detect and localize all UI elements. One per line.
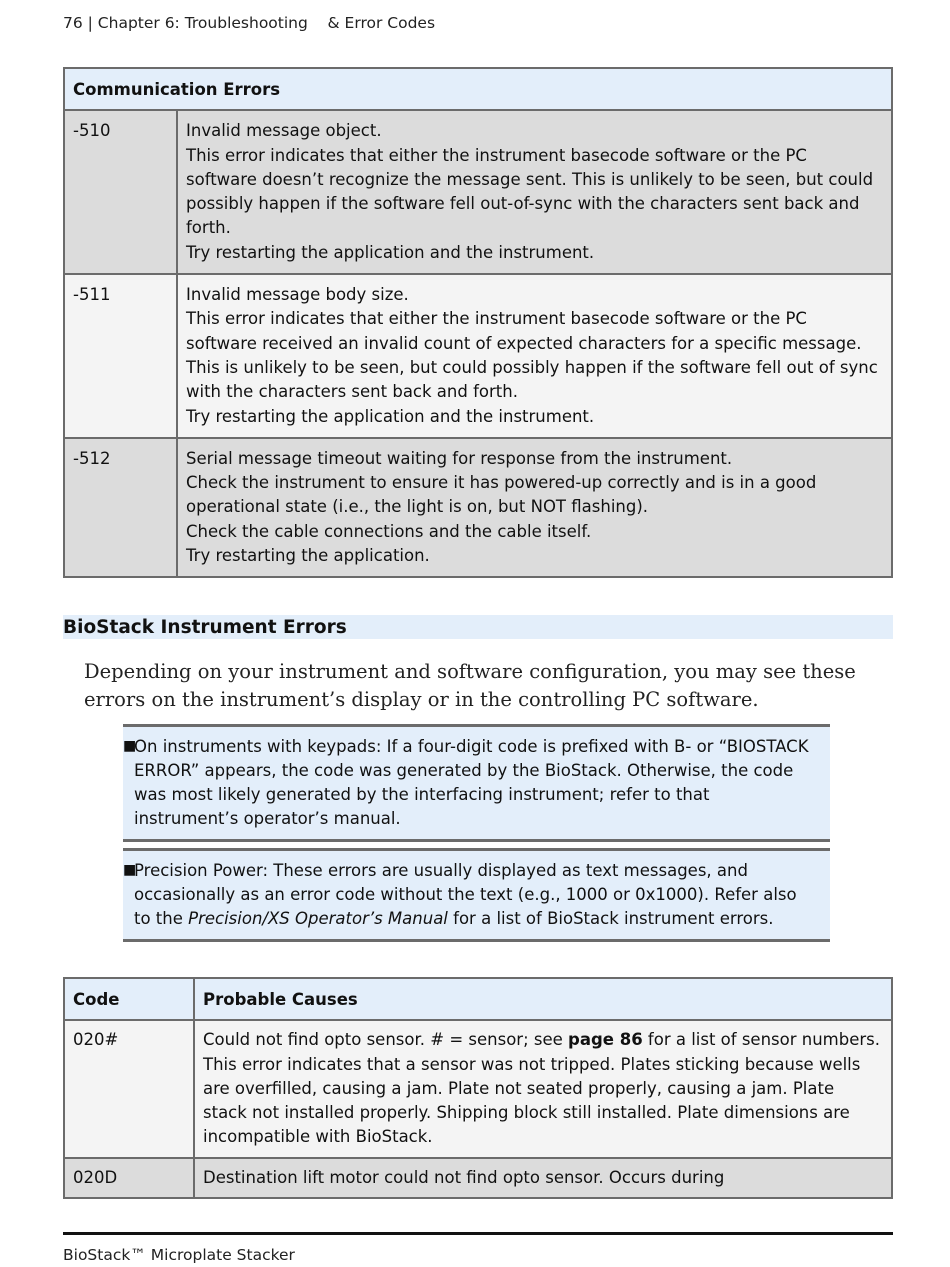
page-reference-link[interactable]: page 86 (568, 1030, 643, 1050)
note-text: On instruments with keypads: If a four-digit code is prefixed with B- or “BIOSTACK ERROR” appears, the code was generated by the BioStack. Otherwise, the code was most likely generated by the interfacing instrument; refer to that instrument’s operator’s manual. (134, 737, 809, 828)
error-code: -511 (64, 274, 177, 438)
communication-errors-table (63, 67, 893, 578)
note-box (123, 724, 830, 842)
column-header-code: Code (64, 978, 194, 1020)
column-header-causes: Probable Causes (194, 978, 892, 1020)
footer-divider (63, 1232, 893, 1235)
description-line: This error indicates that either the instrument basecode software or the PC software received an invalid count of expected characters for a specific message. This is unlikely to be seen, but could possibly happen if the software fell out of sync with the characters sent back and forth. (186, 309, 878, 402)
table-row (64, 274, 892, 438)
table-row (64, 438, 892, 577)
bullet-icon: ■ (123, 862, 137, 878)
error-code: 020D (64, 1158, 194, 1198)
error-description (177, 438, 892, 577)
description-line: Invalid message body size. (186, 285, 409, 305)
table-row (64, 110, 892, 274)
table-row (64, 1020, 892, 1157)
table-row (64, 1158, 892, 1198)
description-line: Try restarting the application and the instrument. (186, 406, 595, 426)
intro-paragraph: Depending on your instrument and software configuration, you may see these errors on the instrument’s display or in the controlling PC software. (84, 660, 856, 711)
error-code: -510 (64, 110, 177, 274)
error-description (177, 110, 892, 274)
section-heading: BioStack Instrument Errors (63, 615, 893, 639)
manual-title: Precision/XS Operator’s Manual (188, 909, 448, 928)
table-title: Communication Errors (64, 68, 892, 110)
description-line: Serial message timeout waiting for response from the instrument. (186, 448, 733, 468)
error-code: -512 (64, 438, 177, 577)
probable-causes: Destination lift motor could not find opto sensor. Occurs during (194, 1158, 892, 1198)
cause-text: Could not find opto sensor. # = sensor; see (203, 1030, 569, 1050)
instrument-errors-table (63, 977, 893, 1199)
probable-causes (194, 1020, 892, 1157)
note-box (123, 848, 830, 942)
cause-text: for a list of sensor numbers. This error indicates that a sensor was not tripped. Plates sticking because wells are overfilled, causing a jam. Plate not seated properly, causing a jam. Plate stack not installed properly. Shipping block still installed. Plate dimensions are incompatible with BioStack. (203, 1030, 880, 1147)
description-line: Try restarting the application and the instrument. (186, 242, 595, 262)
description-line: Check the instrument to ensure it has powered-up correctly and is in a good operational state (i.e., the light is on, but NOT flashing). (186, 473, 817, 517)
error-code: 020# (64, 1020, 194, 1157)
description-line: Try restarting the application. (186, 546, 430, 566)
note-text: Precision Power: These errors are usually displayed as text messages, and occasionally as an error code without the text (e.g., 1000 or 0x1000). Refer also to the (134, 861, 797, 928)
bullet-icon: ■ (123, 738, 137, 754)
footer-title: BioStack™ Microplate Stacker (63, 1246, 295, 1264)
description-line: Check the cable connections and the cable itself. (186, 521, 592, 541)
note-text: for a list of BioStack instrument errors. (447, 909, 774, 928)
description-line: This error indicates that either the instrument basecode software or the PC software doesn’t recognize the message sent. This is unlikely to be seen, but could possibly happen if the software fell out-of-sync with the characters sent back and forth. (186, 145, 874, 238)
description-line: Invalid message object. (186, 121, 382, 141)
running-head: 76 | Chapter 6: Troubleshooting & Error Codes (63, 14, 436, 32)
error-description (177, 274, 892, 438)
